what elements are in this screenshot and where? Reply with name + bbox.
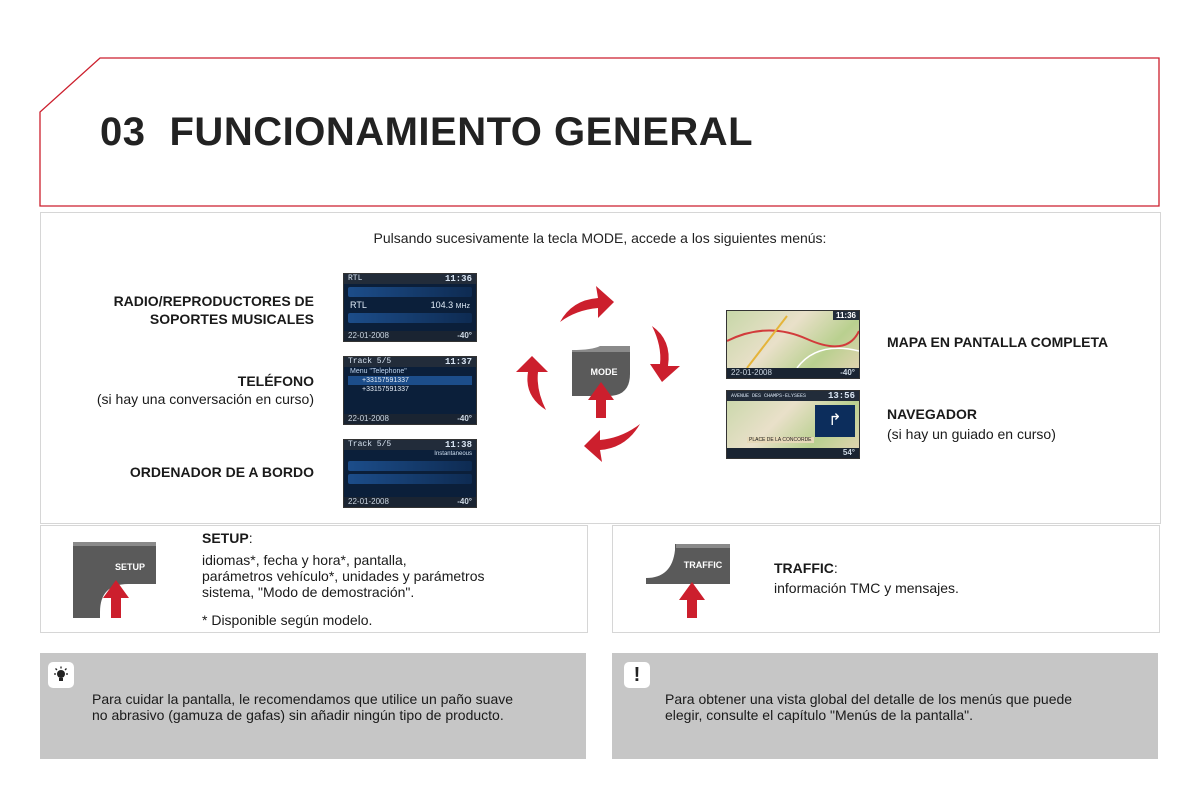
cycle-arrow-top xyxy=(560,286,614,322)
radio-temp: -40° xyxy=(457,331,472,340)
traffic-colon: : xyxy=(833,560,838,576)
phone-menu-title: Menu "Telephone" xyxy=(350,368,407,375)
radio-source: RTL xyxy=(348,274,363,283)
trip-row xyxy=(348,461,472,471)
cycle-arrow-left xyxy=(516,356,548,410)
warning-line1: Para obtener una vista global del detalle de los menús que puede xyxy=(665,691,1073,707)
setup-footnote: * Disponible según modelo. xyxy=(202,612,373,628)
tip-text xyxy=(92,691,582,723)
phone-screen-footer xyxy=(344,414,476,424)
mode-key-label: MODE xyxy=(590,367,618,377)
phone-screen xyxy=(343,356,477,425)
radio-screen-footer xyxy=(344,331,476,341)
phone-temp: -40° xyxy=(457,414,472,423)
map-temp: -40° xyxy=(840,368,855,377)
phone-date: 22-01-2008 xyxy=(348,414,389,423)
trip-screen-footer xyxy=(344,497,476,507)
phone-source: Track 5/5 xyxy=(348,357,392,366)
map-date: 22-01-2008 xyxy=(731,368,772,377)
tip-line1: Para cuidar la pantalla, le recomendamos que utilice un paño suave xyxy=(92,691,514,707)
nav-note: (si hay un guiado en curso) xyxy=(887,426,1056,442)
radio-time: 11:36 xyxy=(444,274,472,284)
trip-label xyxy=(40,463,314,481)
warning-text xyxy=(665,691,1155,723)
trip-tag: Instantaneous xyxy=(434,451,472,457)
radio-frequency: 104.3 xyxy=(430,300,454,310)
map-label xyxy=(887,332,1108,352)
trip-row xyxy=(348,474,472,484)
mode-key xyxy=(572,346,630,418)
trip-date: 22-01-2008 xyxy=(348,497,389,506)
map-time: 11:36 xyxy=(833,311,859,320)
traffic-line1: información TMC y mensajes. xyxy=(774,580,959,596)
nav-street-top: AVENUE DES CHAMPS-ELYSEES xyxy=(731,393,807,399)
nav-street-bottom: PLACE DE LA CONCORDE xyxy=(749,437,812,443)
map-title: MAPA EN PANTALLA COMPLETA xyxy=(887,334,1109,350)
radio-station: RTL xyxy=(350,300,367,310)
nav-screen xyxy=(726,390,860,459)
nav-screen-footer xyxy=(727,448,859,458)
radio-date: 22-01-2008 xyxy=(348,331,389,340)
page-title xyxy=(100,110,753,155)
lightbulb-glyph xyxy=(52,666,70,684)
phone-note: (si hay una conversación en curso) xyxy=(96,391,314,407)
mode-cycle-diagram xyxy=(500,278,700,468)
radio-screen xyxy=(343,273,477,342)
nav-screen-topbar xyxy=(727,391,859,401)
cycle-arrow-right xyxy=(650,326,680,382)
nav-temp: 54° xyxy=(842,448,855,457)
traffic-title: TRAFFIC xyxy=(774,560,834,576)
chapter-title: FUNCIONAMIENTO GENERAL xyxy=(169,110,754,154)
setup-colon: : xyxy=(248,530,253,546)
setup-key-label: SETUP xyxy=(114,562,146,572)
radio-label xyxy=(40,292,314,328)
map-screen-footer xyxy=(727,368,859,378)
nav-time: 13:56 xyxy=(827,391,855,401)
chapter-number: 03 xyxy=(100,110,146,154)
traffic-description xyxy=(774,560,1134,596)
map-roads xyxy=(727,311,859,368)
trip-time: 11:38 xyxy=(444,440,472,450)
radio-row xyxy=(348,313,472,323)
setup-description xyxy=(202,530,562,628)
traffic-press-arrow xyxy=(679,582,705,618)
radio-row xyxy=(348,287,472,297)
exclamation-icon: ! xyxy=(624,662,650,688)
radio-freq-row xyxy=(344,300,476,310)
map-screen xyxy=(726,310,860,379)
radio-unit: MHz xyxy=(455,303,470,310)
nav-label xyxy=(887,404,1056,444)
trip-screen xyxy=(343,439,477,508)
lightbulb-icon xyxy=(48,662,74,688)
phone-number-1: +33157591337 xyxy=(348,376,472,385)
traffic-key xyxy=(640,540,736,620)
traffic-key-label: TRAFFIC xyxy=(683,560,723,570)
intro-text: Pulsando sucesivamente la tecla MODE, accede a los siguientes menús: xyxy=(373,230,827,246)
cycle-arrow-bottom xyxy=(584,424,640,462)
trip-temp: -40° xyxy=(457,497,472,506)
setup-line2: parámetros vehículo*, unidades y parámetros xyxy=(202,568,485,584)
setup-line1: idiomas*, fecha y hora*, pantalla, xyxy=(202,552,407,568)
setup-line3: sistema, "Modo de demostración". xyxy=(202,584,415,600)
setup-key xyxy=(70,540,160,620)
radio-title-line2: SOPORTES MUSICALES xyxy=(149,311,314,327)
phone-number-2: +33157591337 xyxy=(362,386,409,393)
trip-screen-topbar xyxy=(344,440,476,450)
phone-label xyxy=(40,372,314,408)
tip-line2: no abrasivo (gamuza de gafas) sin añadir ningún tipo de producto. xyxy=(92,707,504,723)
phone-title: TELÉFONO xyxy=(237,373,314,389)
radio-screen-topbar xyxy=(344,274,476,284)
phone-time: 11:37 xyxy=(444,357,472,367)
nav-turn-panel: ↱ xyxy=(815,405,855,437)
warning-line2: elegir, consulte el capítulo "Menús de la pantalla". xyxy=(665,707,974,723)
setup-title: SETUP xyxy=(202,530,249,546)
radio-title-line1: RADIO/REPRODUCTORES DE xyxy=(113,293,314,309)
nav-title: NAVEGADOR xyxy=(887,406,977,422)
trip-source: Track 5/5 xyxy=(348,440,392,449)
phone-screen-topbar xyxy=(344,357,476,367)
trip-title: ORDENADOR DE A BORDO xyxy=(129,464,314,480)
